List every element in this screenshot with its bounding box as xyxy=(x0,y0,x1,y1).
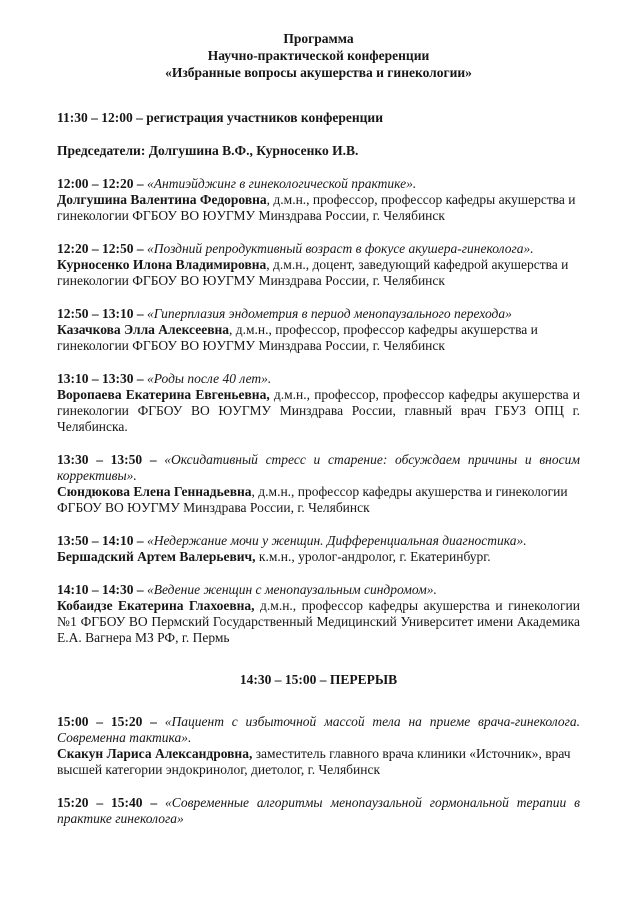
session-time: 12:50 – 13:10 – xyxy=(57,306,144,321)
session-time: 15:00 – 15:20 – xyxy=(57,714,157,729)
session-time: 12:20 – 12:50 – xyxy=(57,241,144,256)
speaker-details: , д.м.н., профессор, профессор кафедры акушерства и гинекологии ФГБОУ ВО ЮУГМУ Минздрава России, г. Челябинск xyxy=(57,192,576,223)
session-header xyxy=(57,176,580,192)
session-block-9 xyxy=(57,795,580,827)
speaker-details: , д.м.н., профессор, профессор кафедры акушерства и гинекологии ФГБОУ ВО ЮУГМУ Минздрава России, г. Челябинск xyxy=(57,322,538,353)
session-time: 12:00 – 12:20 – xyxy=(57,176,144,191)
session-title: «Гиперплазия эндометрия в период менопаузального перехода» xyxy=(147,306,512,321)
session-title: «Антиэйджинг в гинекологической практике». xyxy=(147,176,417,191)
session-time: 13:30 – 13:50 – xyxy=(57,452,157,467)
speaker-details: , д.м.н., доцент, заведующий кафедрой акушерства и гинекологии ФГБОУ ВО ЮУГМУ Минздрава России, г. Челябинск xyxy=(57,257,569,288)
session-block-8 xyxy=(57,714,580,778)
session-block-6 xyxy=(57,533,580,565)
session-header xyxy=(57,714,580,746)
session-time: 13:10 – 13:30 – xyxy=(57,371,144,386)
session-header xyxy=(57,452,580,484)
title-line-2: Научно-практической конференции xyxy=(207,48,430,63)
speaker-name: Бершадский Артем Валерьевич, xyxy=(57,549,256,564)
speaker-name: Кобаидзе Екатерина Глахоевна, xyxy=(57,598,255,613)
title-line-1: Программа xyxy=(283,31,354,46)
session-title: «Оксидативный стресс и старение: обсуждаем причины и вносим коррективы». xyxy=(57,452,580,483)
speaker-details: к.м.н., уролог-андролог, г. Екатеринбург. xyxy=(255,549,491,564)
speaker-details: , д.м.н., профессор кафедры акушерства и гинекологии ФГБОУ ВО ЮУГМУ Минздрава России, г. Челябинск xyxy=(57,484,568,515)
session-header xyxy=(57,533,580,549)
speaker-details: д.м.н., профессор, профессор кафедры акушерства и гинекологии ФГБОУ ВО ЮУГМУ Минздрава России, главный врач ГБУЗ ОПЦ г. Челябинска. xyxy=(57,387,580,434)
session-speaker xyxy=(57,192,580,224)
break-line: 14:30 – 15:00 – ПЕРЕРЫВ xyxy=(239,672,398,687)
session-time: 15:20 – 15:40 – xyxy=(57,795,158,810)
session-header xyxy=(57,306,580,322)
session-title: «Недержание мочи у женщин. Дифференциальная диагностика». xyxy=(147,533,527,548)
speaker-details: д.м.н., профессор кафедры акушерства и гинекологии №1 ФГБОУ ВО Пермский Государственный Медицинский Университет имени Академика Е.А. Вагнера МЗ РФ, г. Пермь xyxy=(57,598,580,645)
session-title: «Поздний репродуктивный возраст в фокусе акушера-гинеколога». xyxy=(147,241,534,256)
registration-line: 11:30 – 12:00 – регистрация участников конференции xyxy=(57,110,383,125)
speaker-details: заместитель главного врача клиники «Источник», врач высшей категории эндокринолог, диетолог, г. Челябинск xyxy=(57,746,571,777)
title-line-3: «Избранные вопросы акушерства и гинекологии» xyxy=(165,65,472,80)
session-time: 13:50 – 14:10 – xyxy=(57,533,144,548)
session-speaker xyxy=(57,549,580,565)
session-title: «Роды после 40 лет». xyxy=(147,371,272,386)
session-header xyxy=(57,371,580,387)
speaker-name: Воропаева Екатерина Евгеньевна, xyxy=(57,387,270,402)
session-header xyxy=(57,241,580,257)
session-title: «Пациент с избыточной массой тела на приеме врача-гинеколога. Современна тактика». xyxy=(57,714,581,745)
session-block-4 xyxy=(57,371,580,435)
session-block-5 xyxy=(57,452,580,516)
session-speaker xyxy=(57,322,580,354)
session-time: 14:10 – 14:30 – xyxy=(57,582,144,597)
session-speaker xyxy=(57,746,580,778)
speaker-name: Сюндюкова Елена Геннадьевна xyxy=(57,484,252,499)
session-block-7 xyxy=(57,582,580,646)
session-speaker xyxy=(57,598,580,646)
speaker-name: Курносенко Илона Владимировна xyxy=(57,257,267,272)
speaker-name: Долгушина Валентина Федоровна xyxy=(57,192,267,207)
session-speaker xyxy=(57,484,580,516)
session-title: «Ведение женщин с менопаузальным синдромом». xyxy=(147,582,437,597)
session-block-1 xyxy=(57,176,580,224)
chairs-line: Председатели: Долгушина В.Ф., Курносенко И.В. xyxy=(57,143,359,158)
speaker-name: Скакун Лариса Александровна, xyxy=(57,746,253,761)
speaker-name: Казачкова Элла Алексеевна xyxy=(57,322,230,337)
session-speaker xyxy=(57,257,580,289)
document-title xyxy=(57,30,580,81)
session-speaker xyxy=(57,387,580,435)
session-header xyxy=(57,582,580,598)
session-block-3 xyxy=(57,306,580,354)
session-header xyxy=(57,795,580,827)
session-block-2 xyxy=(57,241,580,289)
session-title: «Современные алгоритмы менопаузальной гормональной терапии в практике гинеколога» xyxy=(57,795,581,826)
